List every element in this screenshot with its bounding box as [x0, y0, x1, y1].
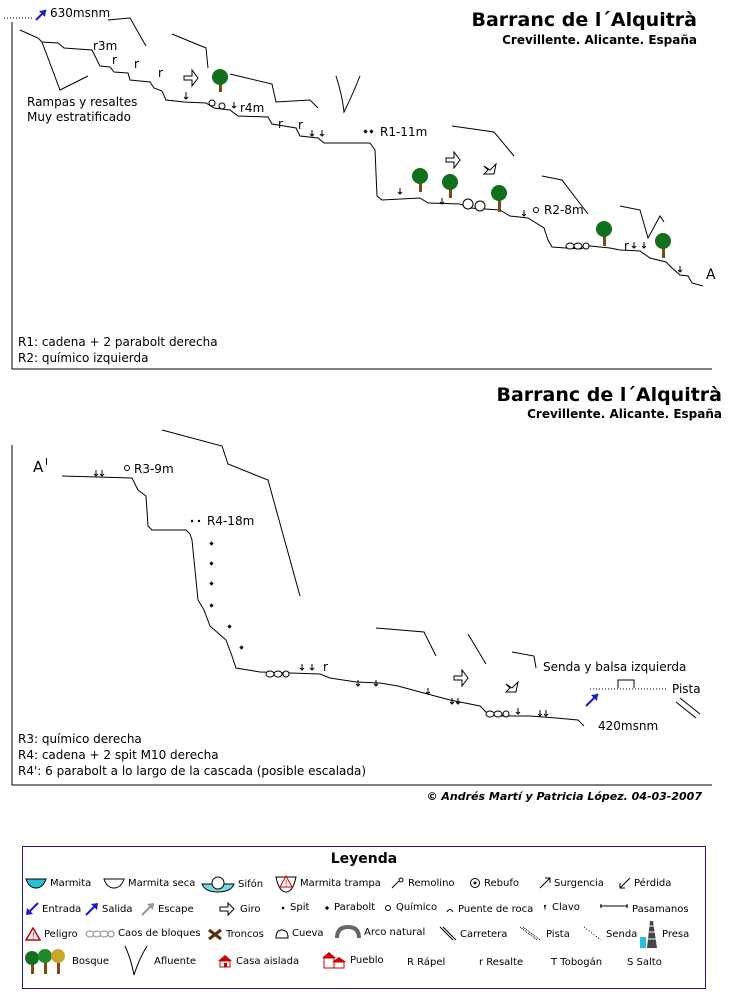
cueva-icon: [275, 929, 289, 939]
legend-senda: Senda: [583, 926, 637, 942]
afluente-icon: [121, 945, 151, 977]
legend-rapel: R Rápel: [407, 957, 446, 968]
note-R4: R4: cadena + 2 spit M10 derecha: [18, 748, 219, 762]
giro-icon: [484, 164, 496, 174]
spit-marks: [94, 470, 548, 716]
label-pista: Pista: [672, 682, 701, 696]
salida-icon: [586, 694, 598, 706]
bosque-icon: [442, 174, 458, 198]
carretera-icon: [439, 926, 457, 942]
legend-bosque: Bosque: [25, 947, 109, 975]
label-resalte: r: [134, 57, 139, 71]
pueblo-icon: [321, 951, 347, 969]
spit-marks: [184, 92, 682, 272]
marmita-icon: [25, 877, 47, 889]
parabolt-icon: [209, 541, 243, 649]
legend-pueblo: Pueblo: [321, 951, 384, 969]
spit-icon: [279, 904, 287, 912]
legend-carretera: Carretera: [439, 926, 507, 942]
bosque-icon: [212, 69, 228, 92]
quimico-icon: [383, 903, 393, 913]
end-marker-A: A: [706, 267, 716, 283]
label-resalte: r: [624, 239, 629, 253]
legend-perdida: Pérdida: [619, 877, 671, 889]
quimico-icon: [125, 466, 130, 471]
pasamanos-icon: [599, 902, 629, 916]
wall-line: [172, 34, 208, 68]
pista-icon: [519, 926, 543, 942]
puente-de-roca-icon: [445, 906, 455, 914]
legend-giro: Giro: [219, 902, 261, 916]
wall-line: [620, 206, 664, 238]
label-R3: R3-9m: [134, 462, 174, 476]
label-R4: R4-18m: [207, 514, 255, 528]
label-resalte: r: [278, 117, 283, 131]
presa-icon: [639, 919, 659, 949]
giro-icon: [506, 682, 518, 692]
escape-icon: [141, 902, 155, 916]
legend-tobogan: T Tobogán: [551, 957, 603, 968]
legend-salto: S Salto: [627, 957, 662, 968]
wall-line: [376, 628, 436, 656]
afluente-icon: [336, 76, 360, 112]
legend-troncos: Troncos: [207, 927, 264, 941]
legend-escape: Escape: [141, 902, 194, 916]
legend-pista: Pista: [519, 926, 570, 942]
legend-box: [22, 846, 706, 989]
spit-icon: [191, 520, 200, 522]
wall-line: [452, 126, 514, 156]
note-R2: R2: químico izquierda: [18, 351, 149, 365]
giro-icon: [184, 70, 198, 86]
rebufo-icon: [469, 877, 481, 889]
parabolt-icon: [323, 904, 331, 912]
wall-line: [468, 634, 486, 664]
legend-surgencia: Surgencia: [539, 877, 604, 889]
giro-icon: [446, 152, 460, 168]
bosque-icon: [25, 947, 69, 975]
legend-casa: Casa aislada: [217, 954, 299, 968]
bosque-icon: [596, 221, 612, 246]
note-R1: R1: cadena + 2 parabolt derecha: [18, 335, 218, 349]
canyon-profile-1: [20, 30, 703, 286]
label-rampas: Rampas y resaltes: [27, 95, 138, 109]
entry-icon: [4, 10, 46, 20]
bosque-icon: [412, 168, 428, 192]
legend-salida: Salida: [85, 902, 133, 916]
bosque-icon: [491, 185, 507, 212]
credit: © Andrés Martí y Patricia López. 04-03-2007: [426, 790, 702, 803]
legend-entrada: Entrada: [25, 902, 81, 916]
sifon-icon: [201, 875, 235, 893]
troncos-icon: [207, 927, 223, 941]
remolino-icon: [391, 877, 405, 889]
legend-afluente: Afluente: [121, 945, 196, 977]
topo-1-title: Barranc de l´Alquitrà: [471, 9, 697, 31]
topo-2-subtitle: Crevillente. Alicante. España: [527, 407, 722, 421]
marmita-seca-icon: [103, 877, 125, 889]
legend-cueva: Cueva: [275, 928, 324, 939]
label-resalte: r: [112, 53, 117, 67]
label-estratificado: Muy estratificado: [27, 110, 132, 124]
bosque-icon: [655, 233, 671, 258]
legend-spit: Spit: [279, 902, 309, 913]
note-R4-prime: R4': 6 parabolt a lo largo de la cascada (posible escalada): [18, 764, 367, 778]
label-R2: R2-8m: [544, 203, 584, 217]
exit-altitude-label: 420msnm: [598, 719, 659, 733]
casa-aislada-icon: [217, 954, 233, 968]
legend-pasamanos: Pasamanos: [599, 902, 689, 916]
entrada-icon: [25, 902, 39, 916]
label-resalte: r: [158, 66, 163, 80]
legend-sifon: Sifón: [201, 875, 263, 893]
legend-marmita-trampa: ! Marmita trampa: [275, 873, 381, 893]
quimico-icon: [534, 208, 539, 213]
legend-resalte: r Resalte: [479, 957, 524, 968]
caos-de-bloques-icon: [209, 100, 589, 249]
caos-de-bloques-icon: [85, 929, 115, 939]
canyon-profile-2: [62, 476, 584, 726]
label-resalte: r: [298, 118, 303, 132]
legend-title: Leyenda: [330, 851, 398, 867]
clavo-icon: [541, 903, 549, 913]
peligro-icon: [25, 927, 41, 941]
svg-text:!: !: [31, 932, 36, 941]
legend-marmita-seca: Marmita seca: [103, 877, 195, 889]
topo-2: [12, 384, 722, 803]
legend-quimico: Químico: [383, 902, 437, 913]
legend-clavo: Clavo: [541, 902, 580, 913]
note-R3: R3: químico derecha: [18, 732, 142, 746]
start-marker-A: A: [33, 458, 44, 476]
surgencia-icon: [539, 877, 551, 889]
topo-1-subtitle: Crevillente. Alicante. España: [502, 33, 697, 47]
label-senda: Senda y balsa izquierda: [543, 660, 687, 674]
wall-line: [162, 430, 300, 596]
perdida-icon: [619, 877, 631, 889]
giro-icon: [454, 670, 468, 686]
legend-presa: Presa: [639, 919, 689, 949]
wall-line: [512, 652, 536, 668]
caos-de-bloques-icon: [266, 671, 509, 717]
legend-rebufo: Rebufo: [469, 877, 519, 889]
start-marker-sup: I: [45, 457, 48, 468]
senda-icon: [583, 926, 603, 942]
legend-marmita: Marmita: [25, 877, 91, 889]
balsa-icon: [618, 680, 634, 688]
label-r4m: r4m: [240, 101, 265, 115]
legend-remolino: Remolino: [391, 877, 455, 889]
marmita-trampa-icon: [275, 873, 297, 893]
legend-peligro: ! Peligro: [25, 927, 78, 941]
label-R1: R1-11m: [380, 125, 428, 139]
legend-puente-roca: Puente de roca: [445, 904, 533, 915]
topo-1: [4, 6, 716, 369]
salida-icon: [85, 902, 99, 916]
giro-icon: [219, 902, 237, 916]
legend-arco: Arco natural: [335, 925, 425, 939]
svg-text:!: !: [284, 879, 288, 888]
label-r3m: r3m: [93, 39, 118, 53]
legend-caos: Caos de bloques: [85, 928, 201, 939]
topo-2-title: Barranc de l´Alquitrà: [496, 384, 722, 406]
parabolt-icon: [363, 129, 373, 133]
pista-line: [676, 698, 700, 718]
label-resalte: r: [323, 660, 328, 674]
topo-1-frame: [12, 22, 712, 369]
legend-parabolt: Parabolt: [323, 902, 375, 913]
entry-altitude-label: 630msnm: [50, 6, 111, 20]
arco-natural-icon: [335, 925, 361, 939]
